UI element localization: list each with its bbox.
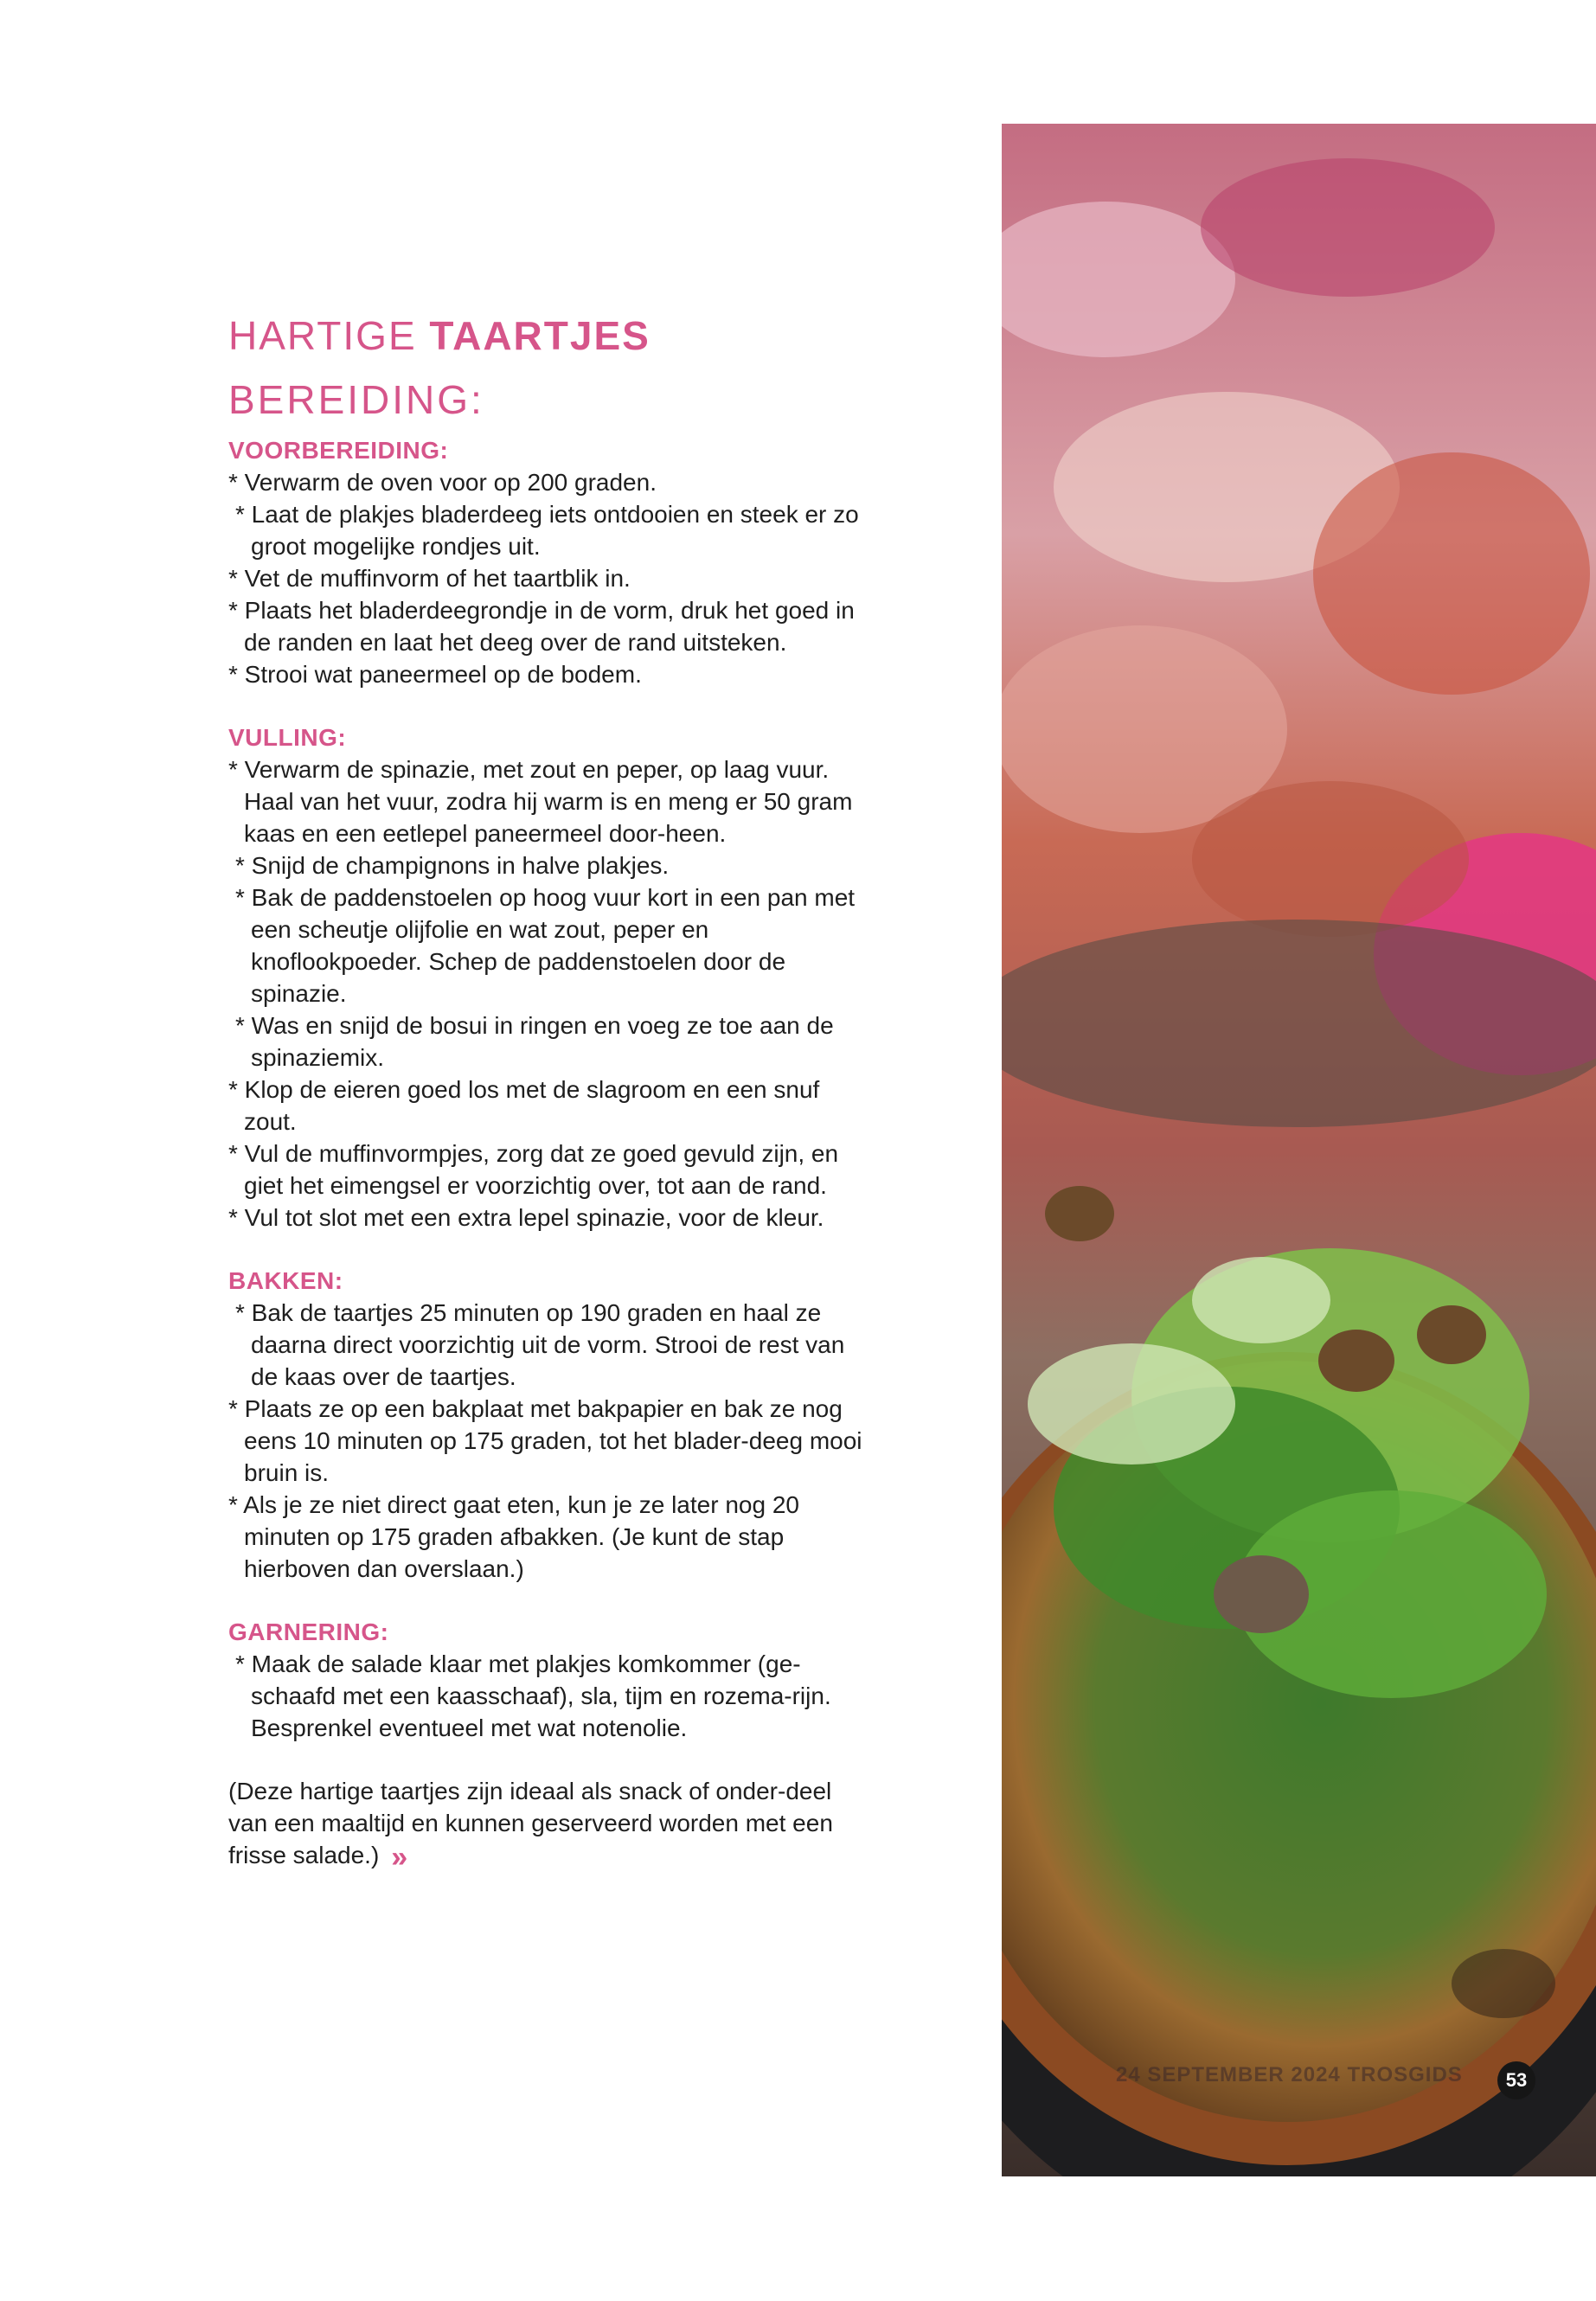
step: * Verwarm de spinazie, met zout en peper, op laag vuur. Haal van het vuur, zodra hij warm is en meng er 50 gram kaas en een eetlepel paneermeel door-heen. (228, 756, 853, 847)
double-arrow-right-icon: » (391, 1840, 401, 1874)
step: * Als je ze niet direct gaat eten, kun je ze later nog 20 minuten op 175 graden afbakken. (Je kunt de stap hierboven dan overslaan.) (228, 1491, 799, 1582)
quiche-photo (1002, 124, 1596, 2176)
recipe-title-bold: TAARTJES (429, 313, 651, 358)
section-bakken (228, 1265, 869, 1585)
section-heading: BAKKEN: (228, 1267, 343, 1294)
section-voorbereiding (228, 434, 869, 690)
section-garnering (228, 1616, 869, 1744)
closing-text: (Deze hartige taartjes zijn ideaal als snack of onder-deel van een maaltijd en kunnen geserveerd worden met een frisse salade.) (228, 1778, 833, 1868)
step: * Maak de salade klaar met plakjes komkommer (ge-schaafd met een kaasschaaf), sla, tijm en rozema-rijn. Besprenkel eventueel met wat notenolie. (235, 1650, 831, 1741)
step: * Vet de muffinvorm of het taartblik in. (228, 565, 631, 592)
step: * Laat de plakjes bladerdeeg iets ontdooien en steek er zo groot mogelijke rondjes uit. (235, 501, 859, 560)
closing-note (228, 1775, 869, 1874)
step: * Was en snijd de bosui in ringen en voeg ze toe aan de spinaziemix. (235, 1012, 834, 1071)
step: * Strooi wat paneermeel op de bodem. (228, 661, 642, 688)
step: * Snijd de champignons in halve plakjes. (235, 852, 670, 879)
step: * Vul de muffinvormpjes, zorg dat ze goed gevuld zijn, en giet het eimengsel er voorzichtig over, tot aan de rand. (228, 1140, 839, 1199)
preparation-subtitle: BEREIDING: (228, 377, 484, 422)
section-heading: VOORBEREIDING: (228, 437, 449, 464)
page-number-badge: 53 (1497, 2061, 1535, 2099)
section-vulling (228, 721, 869, 1234)
step: * Verwarm de oven voor op 200 graden. (228, 469, 657, 496)
step: * Plaats het bladerdeegrondje in de vorm, druk het goed in de randen en laat het deeg over de rand uitsteken. (228, 597, 855, 656)
recipe-column (228, 310, 869, 1874)
step: * Vul tot slot met een extra lepel spinazie, voor de kleur. (228, 1204, 824, 1231)
recipe-title (228, 310, 869, 362)
step: * Bak de taartjes 25 minuten op 190 graden en haal ze daarna direct voorzichtig uit de vorm. Strooi de rest van de kaas over de taartjes. (235, 1299, 845, 1390)
section-heading: GARNERING: (228, 1618, 389, 1645)
recipe-title-light: HARTIGE (228, 313, 417, 358)
section-heading: VULLING: (228, 724, 347, 751)
step: * Klop de eieren goed los met de slagroom en een snuf zout. (228, 1076, 820, 1135)
page-footer-date: 24 SEPTEMBER 2024 TROSGIDS (1116, 2063, 1463, 2086)
step: * Plaats ze op een bakplaat met bakpapier en bak ze nog eens 10 minuten op 175 graden, tot het blader-deeg mooi bruin is. (228, 1395, 862, 1486)
step: * Bak de paddenstoelen op hoog vuur kort in een pan met een scheutje olijfolie en wat zout, peper en knoflookpoeder. Schep de paddenstoelen door de spinazie. (235, 884, 856, 1007)
